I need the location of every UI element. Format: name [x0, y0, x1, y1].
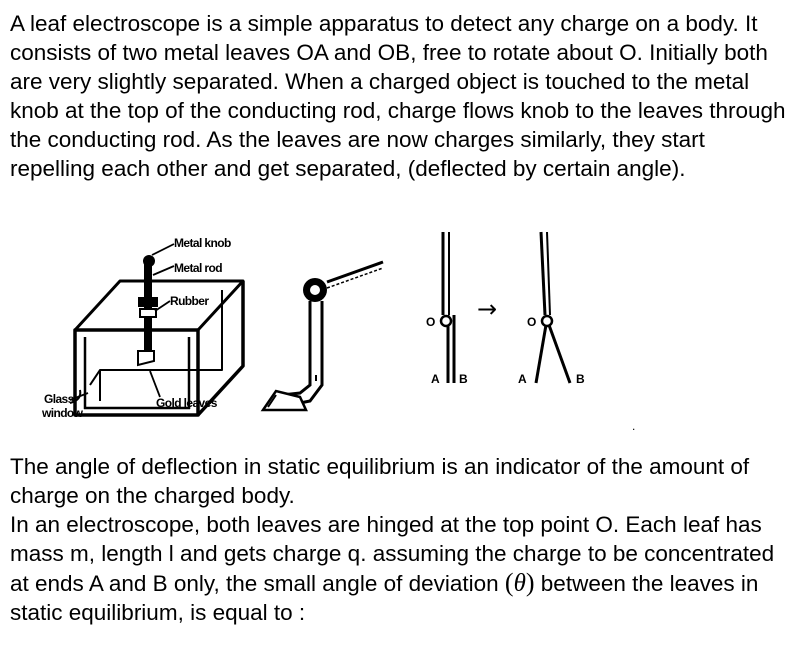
deflection-paragraph: The angle of deflection in static equilibrium is an indicator of the amount of charge on the charged body.	[10, 454, 750, 508]
electroscope-figure	[0, 225, 800, 440]
leaf-b-after: B	[576, 372, 585, 386]
theta-paren-open: (	[504, 568, 514, 597]
glass-label-line1: Glass	[44, 392, 74, 406]
stray-dot: .	[632, 419, 636, 433]
metal-knob-label: Metal knob	[174, 236, 231, 250]
glass-label-line2: window	[42, 406, 83, 420]
metal-rod-label: Metal rod	[174, 261, 222, 275]
question-text-1: In an electroscope, both leaves are hinged at the top point O. Each leaf has mass m, length l and gets charge q. assuming the charge to be concentrated at ends A and B only, the small angle of deviation	[10, 512, 775, 596]
pivot-o-before: O	[426, 315, 436, 329]
leaf-b-before: B	[459, 372, 468, 386]
rubber-label: Rubber	[170, 294, 209, 308]
theta-symbol: θ	[513, 570, 526, 597]
theta-paren-close: )	[525, 568, 535, 597]
leaves-after	[536, 232, 570, 383]
question-paragraph	[10, 510, 796, 627]
intro-paragraph: A leaf electroscope is a simple apparatus to detect any charge on a body. It consists of two metal leaves OA and OB, free to rotate about O. Initially both are very slightly separated. When a charged object is touched to the metal knob at the top of the conducting rod, charge flows knob to the leaves through the conducting rod. As the leaves are now charges similarly, they start repelling each other and get separated, (deflected by certain angle).	[10, 11, 786, 181]
leaf-a-before: A	[431, 372, 440, 386]
transition-arrow: →	[477, 295, 498, 323]
knob-stand	[263, 262, 383, 410]
gold-leaves-label: Gold leaves	[156, 396, 217, 410]
metal-knob	[143, 255, 155, 267]
leaves-before	[441, 232, 454, 383]
gold-leaves	[138, 351, 154, 365]
question-text-2: between the leaves in static equilibrium, is equal to :	[10, 571, 759, 625]
leaf-a-after: A	[518, 372, 527, 386]
pivot-o-after: O	[527, 315, 537, 329]
